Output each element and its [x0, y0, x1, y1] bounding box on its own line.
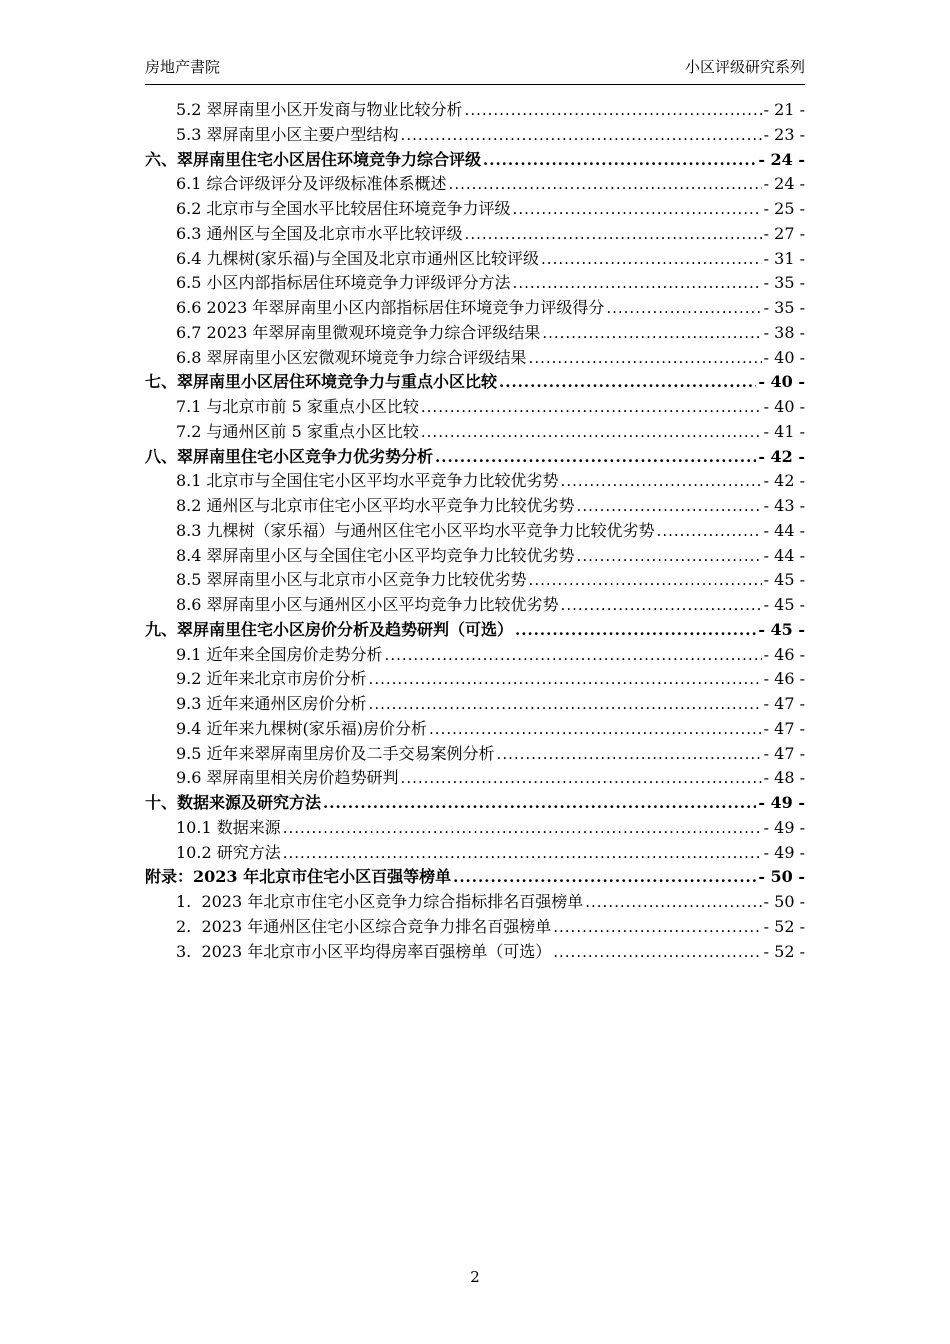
toc-entry-title: 8.6 翠屏南里小区与通州区小区平均竞争力比较优劣势 — [176, 595, 559, 614]
toc-entry — [145, 618, 805, 643]
toc-entry — [145, 370, 805, 395]
toc-entry — [145, 791, 805, 816]
toc-entry-dot-leader — [385, 643, 762, 668]
toc-entry-dot-leader — [513, 271, 762, 296]
toc-entry-dot-leader — [553, 915, 761, 940]
toc-entry-page-number: - 43 - — [763, 496, 805, 515]
toc-entry-dot-leader — [449, 172, 762, 197]
page-number: 2 — [470, 1268, 480, 1286]
toc-entry-title: 8.3 九棵树（家乐福）与通州区住宅小区平均水平竞争力比较优劣势 — [176, 520, 655, 540]
toc-entry-page-number: - 24 - — [758, 149, 805, 169]
toc-entry-page-number: - 41 - — [763, 421, 805, 441]
toc-entry-title: 9.6 翠屏南里相关房价趋势研判 — [176, 768, 399, 788]
toc-entry-page-number: - 21 - — [763, 100, 805, 119]
toc-entry-dot-leader — [435, 445, 756, 470]
toc-entry-dot-leader — [515, 618, 756, 643]
toc-entry-dot-leader — [497, 742, 762, 767]
toc-entry-page-number: - 40 - — [763, 347, 805, 367]
toc-entry-page-number: - 47 - — [763, 718, 805, 738]
toc-entry — [145, 692, 805, 717]
toc-entry-dot-leader — [465, 222, 762, 247]
toc-entry-page-number: - 40 - — [763, 397, 805, 416]
toc-entry-dot-leader — [401, 766, 762, 791]
toc-entry-title: 10.2 研究方法 — [176, 842, 281, 862]
toc-entry-dot-leader — [577, 494, 762, 519]
toc-entry-title: 七、翠屏南里小区居住环境竞争力与重点小区比较 — [145, 372, 498, 392]
toc-entry-page-number: - 35 - — [763, 298, 805, 317]
toc-entry-page-number: - 23 - — [763, 124, 805, 144]
toc-entry-title: 1. 2023 年北京市住宅小区竞争力综合指标排名百强榜单 — [176, 892, 584, 911]
toc-entry — [145, 222, 805, 247]
page-header — [145, 0, 805, 77]
toc-entry — [145, 247, 805, 272]
toc-entry — [145, 643, 805, 668]
toc-entry — [145, 915, 805, 940]
toc-entry-page-number: - 40 - — [758, 372, 805, 392]
toc-entry-dot-leader — [369, 667, 762, 692]
toc-entry-dot-leader — [606, 296, 761, 321]
toc-entry — [145, 841, 805, 866]
toc-entry-page-number: - 49 - — [763, 817, 805, 837]
toc-entry-dot-leader — [541, 247, 762, 272]
toc-entry-title: 9.2 近年来北京市房价分析 — [176, 669, 367, 689]
toc-entry — [145, 544, 805, 569]
toc-entry-title: 6.6 2023 年翠屏南里小区内部指标居住环境竞争力评级得分 — [176, 298, 605, 317]
toc-entry — [145, 766, 805, 791]
toc-entry — [145, 593, 805, 618]
header-right-text: 小区评级研究系列 — [684, 58, 805, 76]
toc-entry — [145, 395, 805, 420]
header-left-text: 房地产書院 — [145, 58, 221, 76]
toc-entry-title: 6.7 2023 年翠屏南里微观环境竞争力综合评级结果 — [176, 322, 541, 342]
toc-entry-dot-leader — [465, 98, 762, 123]
toc-entry-dot-leader — [401, 123, 762, 148]
toc-entry-dot-leader — [283, 816, 762, 841]
toc-entry — [145, 667, 805, 692]
toc-entry-title: 8.2 通州区与北京市住宅小区平均水平竞争力比较优劣势 — [176, 496, 575, 515]
toc-entry-page-number: - 46 - — [763, 669, 805, 689]
toc-entry-dot-leader — [577, 544, 762, 569]
toc-entry-title: 六、翠屏南里住宅小区居住环境竞争力综合评级 — [145, 149, 482, 169]
toc-entry-dot-leader — [283, 841, 762, 866]
toc-entry-dot-leader — [323, 791, 756, 816]
toc-entry-dot-leader — [369, 692, 762, 717]
toc-entry — [145, 568, 805, 593]
toc-entry-title: 八、翠屏南里住宅小区竞争力优劣势分析 — [145, 446, 434, 466]
toc-entry — [145, 519, 805, 544]
toc-entry-page-number: - 42 - — [758, 446, 805, 466]
toc-entry — [145, 420, 805, 445]
toc-entry-title: 10.1 数据来源 — [176, 817, 281, 837]
toc-entry-page-number: - 48 - — [763, 768, 805, 788]
toc-entry-page-number: - 52 - — [763, 941, 805, 961]
toc-entry — [145, 494, 805, 519]
toc-entry-title: 9.4 近年来九棵树(家乐福)房价分析 — [176, 718, 428, 738]
toc-entry-page-number: - 50 - — [758, 867, 805, 887]
toc-entry-page-number: - 25 - — [763, 199, 805, 218]
toc-entry-title: 5.3 翠屏南里小区主要户型结构 — [176, 124, 399, 144]
toc-entry — [145, 346, 805, 371]
toc-entry-page-number: - 31 - — [763, 248, 805, 268]
toc-entry-title: 6.8 翠屏南里小区宏微观环境竞争力综合评级结果 — [176, 347, 527, 367]
toc-entry — [145, 890, 805, 915]
toc-entry-title: 九、翠屏南里住宅小区房价分析及趋势研判（可选） — [145, 619, 514, 639]
toc-entry-title: 7.2 与通州区前 5 家重点小区比较 — [176, 421, 419, 441]
toc-entry-page-number: - 45 - — [763, 595, 805, 614]
toc-entry-page-number: - 44 - — [763, 520, 805, 540]
toc-entry — [145, 717, 805, 742]
toc-entry-title: 6.4 九棵树(家乐福)与全国及北京市通州区比较评级 — [176, 248, 540, 268]
toc-entry-page-number: - 44 - — [763, 545, 805, 565]
toc-entry-dot-leader — [542, 321, 761, 346]
toc-entry-page-number: - 35 - — [763, 273, 805, 293]
toc-entry — [145, 98, 805, 123]
toc-entry-title: 8.1 北京市与全国住宅小区平均水平竞争力比较优劣势 — [176, 471, 559, 491]
header-divider — [145, 84, 805, 85]
toc-entry-title: 3. 2023 年北京市小区平均得房率百强榜单（可选） — [176, 941, 552, 961]
toc-entry-title: 6.5 小区内部指标居住环境竞争力评级评分方法 — [176, 273, 511, 293]
toc-entry-title: 9.1 近年来全国房价走势分析 — [176, 644, 383, 664]
toc-entry-dot-leader — [553, 940, 761, 965]
toc-entry-title: 6.1 综合评级评分及评级标准体系概述 — [176, 174, 447, 194]
toc-entry-page-number: - 47 - — [763, 694, 805, 713]
toc-entry-dot-leader — [585, 890, 761, 915]
toc-list — [145, 98, 805, 964]
toc-entry-title: 十、数据来源及研究方法 — [145, 793, 322, 812]
toc-entry-title: 7.1 与北京市前 5 家重点小区比较 — [176, 397, 419, 416]
toc-entry-dot-leader — [561, 469, 762, 494]
toc-entry-title: 8.5 翠屏南里小区与北京市小区竞争力比较优劣势 — [176, 570, 527, 590]
toc-entry-dot-leader — [499, 370, 756, 395]
toc-entry-dot-leader — [561, 593, 762, 618]
toc-entry-dot-leader — [529, 346, 762, 371]
toc-entry-page-number: - 24 - — [763, 174, 805, 194]
toc-entry-dot-leader — [453, 865, 756, 890]
toc-entry — [145, 271, 805, 296]
toc-entry-page-number: - 45 - — [763, 570, 805, 590]
toc-entry-title: 9.3 近年来通州区房价分析 — [176, 694, 367, 713]
toc-entry-page-number: - 49 - — [758, 793, 805, 812]
toc-entry — [145, 296, 805, 321]
toc-entry-dot-leader — [483, 148, 756, 173]
toc-entry-dot-leader — [657, 519, 762, 544]
toc-entry — [145, 197, 805, 222]
toc-entry-page-number: - 42 - — [763, 471, 805, 491]
toc-entry-title: 9.5 近年来翠屏南里房价及二手交易案例分析 — [176, 743, 495, 763]
toc-entry-dot-leader — [529, 568, 762, 593]
toc-entry — [145, 123, 805, 148]
toc-entry — [145, 148, 805, 173]
toc-entry-title: 6.3 通州区与全国及北京市水平比较评级 — [176, 223, 463, 243]
toc-entry-page-number: - 27 - — [763, 223, 805, 243]
toc-entry-title: 6.2 北京市与全国水平比较居住环境竞争力评级 — [176, 199, 511, 218]
toc-entry-dot-leader — [421, 395, 762, 420]
toc-entry-title: 8.4 翠屏南里小区与全国住宅小区平均竞争力比较优劣势 — [176, 545, 575, 565]
toc-entry — [145, 865, 805, 890]
toc-entry-page-number: - 45 - — [758, 619, 805, 639]
toc-entry-title: 5.2 翠屏南里小区开发商与物业比较分析 — [176, 100, 463, 119]
toc-entry-page-number: - 52 - — [763, 916, 805, 936]
toc-entry — [145, 742, 805, 767]
page-footer — [0, 1268, 950, 1286]
toc-entry-title: 附录：2023 年北京市住宅小区百强等榜单 — [145, 867, 452, 887]
toc-entry-page-number: - 46 - — [763, 644, 805, 664]
toc-entry-dot-leader — [421, 420, 762, 445]
toc-entry-page-number: - 49 - — [763, 842, 805, 862]
toc-entry — [145, 816, 805, 841]
toc-entry-page-number: - 38 - — [763, 322, 805, 342]
toc-entry-dot-leader — [513, 197, 762, 222]
toc-entry — [145, 445, 805, 470]
toc-entry — [145, 172, 805, 197]
toc-entry-page-number: - 47 - — [763, 743, 805, 763]
toc-entry-title: 2. 2023 年通州区住宅小区综合竞争力排名百强榜单 — [176, 916, 552, 936]
toc-entry — [145, 469, 805, 494]
toc-entry-page-number: - 50 - — [763, 892, 805, 911]
toc-entry — [145, 940, 805, 965]
toc-entry-dot-leader — [429, 717, 762, 742]
toc-entry — [145, 321, 805, 346]
